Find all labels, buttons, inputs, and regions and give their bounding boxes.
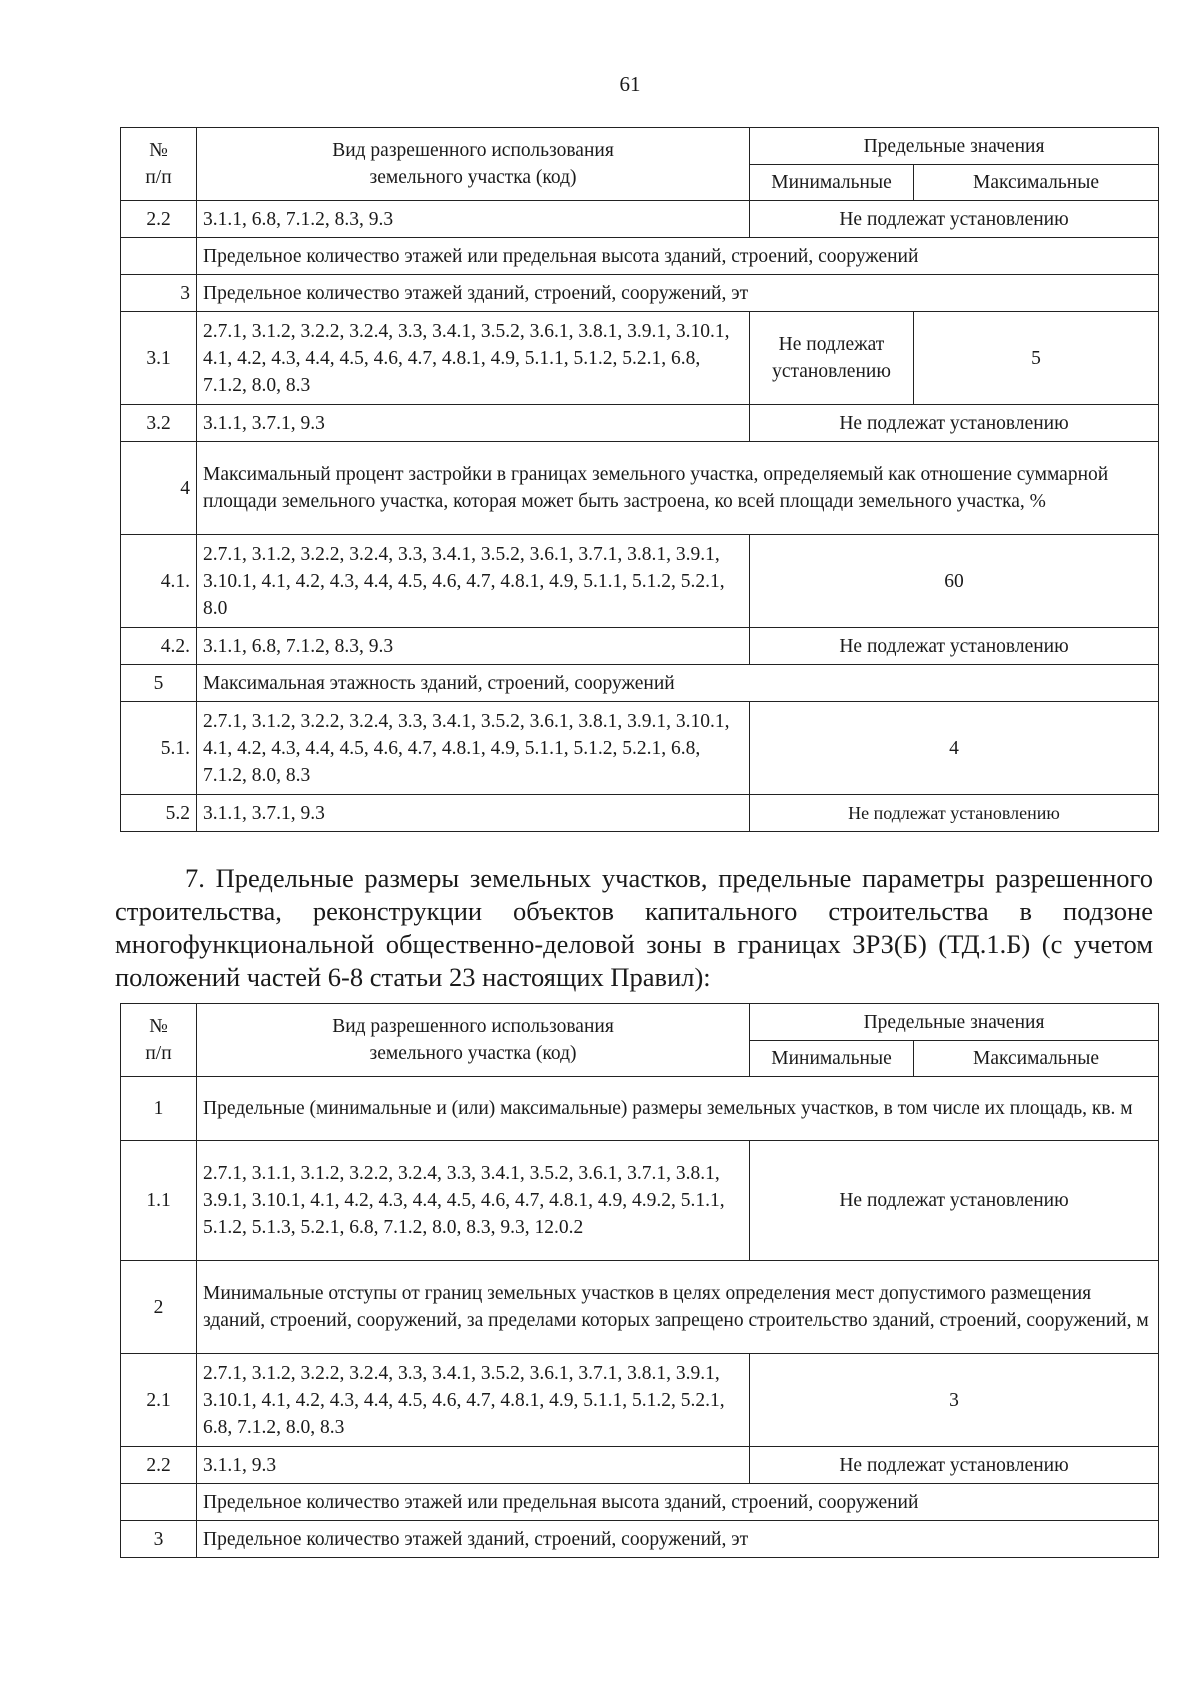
row-codes: 3.1.1, 6.8, 7.1.2, 8.3, 9.3 [197, 201, 750, 238]
row-num: 1.1 [121, 1141, 197, 1261]
row-text: Предельные (минимальные и (или) максимальные) размеры земельных участков, в том числе их площадь, кв. м [197, 1077, 1159, 1141]
header-num: № п/п [121, 128, 197, 201]
header-num: № п/п [121, 1004, 197, 1077]
row-text: Предельное количество этажей или предельная высота зданий, строений, сооружений [197, 1484, 1159, 1521]
header-type: Вид разрешенного использования земельного участка (код) [197, 1004, 750, 1077]
section-paragraph: 7. Предельные размеры земельных участков, предельные параметры разрешенного строительства, реконструкции объектов капитального строительства в подзоне многофункциональной общественно-деловой зоны в границах ЗРЗ(Б) (ТД.1.Б) (с учетом положений частей 6-8 статьи 23 настоящих Правил): [115, 863, 1153, 992]
header-min: Минимальные [750, 1041, 914, 1077]
row-num: 3.1 [121, 312, 197, 405]
row-num: 4.1. [121, 535, 197, 628]
row-codes: 2.7.1, 3.1.1, 3.1.2, 3.2.2, 3.2.4, 3.3, 3.4.1, 3.5.2, 3.6.1, 3.7.1, 3.8.1, 3.9.1, 3.10.1, 4.1, 4.2, 4.3, 4.4, 4.5, 4.6, 4.7, 4.8.1, 4.9, 4.9.2, 5.1.1, 5.1.2, 5.1.3, 5.2.1, 6.8, 7.1.2, 8.0, 8.3, 9.3, 12.0.2 [197, 1141, 750, 1261]
table-row [121, 238, 1159, 275]
table-row [121, 1484, 1159, 1521]
row-value: 4 [750, 702, 1159, 795]
row-num [121, 1484, 197, 1521]
row-num: 3 [121, 1521, 197, 1558]
row-codes: 2.7.1, 3.1.2, 3.2.2, 3.2.4, 3.3, 3.4.1, 3.5.2, 3.6.1, 3.7.1, 3.8.1, 3.9.1, 3.10.1, 4.1, 4.2, 4.3, 4.4, 4.5, 4.6, 4.7, 4.8.1, 4.9, 5.1.1, 5.1.2, 5.2.1, 6.8, 7.1.2, 8.0, 8.3 [197, 1354, 750, 1447]
row-codes: 3.1.1, 3.7.1, 9.3 [197, 795, 750, 832]
row-value: Не подлежат установлению [750, 1141, 1159, 1261]
row-value: 60 [750, 535, 1159, 628]
row-num: 1 [121, 1077, 197, 1141]
row-num: 4.2. [121, 628, 197, 665]
row-num: 2.2 [121, 1447, 197, 1484]
table-row [121, 1354, 1159, 1447]
table-row [121, 1447, 1159, 1484]
limits-table-2 [120, 1003, 1159, 1558]
table-row [121, 665, 1159, 702]
table-row [121, 201, 1159, 238]
row-codes: 2.7.1, 3.1.2, 3.2.2, 3.2.4, 3.3, 3.4.1, 3.5.2, 3.6.1, 3.7.1, 3.8.1, 3.9.1, 3.10.1, 4.1, 4.2, 4.3, 4.4, 4.5, 4.6, 4.7, 4.8.1, 4.9, 5.1.1, 5.1.2, 5.2.1, 8.0 [197, 535, 750, 628]
row-num: 2.1 [121, 1354, 197, 1447]
row-codes: 3.1.1, 9.3 [197, 1447, 750, 1484]
header-min: Минимальные [750, 165, 914, 201]
table-row [121, 275, 1159, 312]
row-num: 5.1. [121, 702, 197, 795]
row-value: Не подлежат установлению [750, 405, 1159, 442]
table-row [121, 1521, 1159, 1558]
row-num: 5.2 [121, 795, 197, 832]
page-number: 61 [619, 72, 641, 96]
header-limits: Предельные значения [750, 128, 1159, 165]
limits-table-1 [120, 127, 1159, 832]
row-num: 4 [121, 442, 197, 535]
row-num: 3 [121, 275, 197, 312]
table-row [121, 1077, 1159, 1141]
table-row [121, 628, 1159, 665]
header-max: Максимальные [914, 1041, 1159, 1077]
table-row [121, 1141, 1159, 1261]
table-row [121, 1261, 1159, 1354]
row-num: 3.2 [121, 405, 197, 442]
header-limits: Предельные значения [750, 1004, 1159, 1041]
row-text: Предельное количество этажей зданий, строений, сооружений, эт [197, 1521, 1159, 1558]
row-text: Минимальные отступы от границ земельных участков в целях определения мест допустимого размещения зданий, строений, сооружений, за пределами которых запрещено строительство зданий, строений, сооружений, м [197, 1261, 1159, 1354]
table-row [121, 312, 1159, 405]
row-min: Не подлежат установлению [750, 312, 914, 405]
row-max: 5 [914, 312, 1159, 405]
header-max: Максимальные [914, 165, 1159, 201]
row-text: Максимальный процент застройки в границах земельного участка, определяемый как отношение суммарной площади земельного участка, которая может быть застроена, ко всей площади земельного участка, % [197, 442, 1159, 535]
row-codes: 2.7.1, 3.1.2, 3.2.2, 3.2.4, 3.3, 3.4.1, 3.5.2, 3.6.1, 3.8.1, 3.9.1, 3.10.1, 4.1, 4.2, 4.3, 4.4, 4.5, 4.6, 4.7, 4.8.1, 4.9, 5.1.1, 5.1.2, 5.2.1, 6.8, 7.1.2, 8.0, 8.3 [197, 702, 750, 795]
row-text: Предельное количество этажей зданий, строений, сооружений, эт [197, 275, 1159, 312]
row-value: 3 [750, 1354, 1159, 1447]
table-row [121, 795, 1159, 832]
row-text: Предельное количество этажей или предельная высота зданий, строений, сооружений [197, 238, 1159, 275]
row-num: 2 [121, 1261, 197, 1354]
row-codes: 3.1.1, 6.8, 7.1.2, 8.3, 9.3 [197, 628, 750, 665]
table-row [121, 535, 1159, 628]
table-row [121, 405, 1159, 442]
row-codes: 2.7.1, 3.1.2, 3.2.2, 3.2.4, 3.3, 3.4.1, 3.5.2, 3.6.1, 3.8.1, 3.9.1, 3.10.1, 4.1, 4.2, 4.3, 4.4, 4.5, 4.6, 4.7, 4.8.1, 4.9, 5.1.1, 5.1.2, 5.2.1, 6.8, 7.1.2, 8.0, 8.3 [197, 312, 750, 405]
row-num: 2.2 [121, 201, 197, 238]
row-value: Не подлежат установлению [750, 1447, 1159, 1484]
row-num: 5 [121, 665, 197, 702]
table-row [121, 442, 1159, 535]
row-num [121, 238, 197, 275]
header-type: Вид разрешенного использования земельного участка (код) [197, 128, 750, 201]
row-codes: 3.1.1, 3.7.1, 9.3 [197, 405, 750, 442]
row-value: Не подлежат установлению [750, 201, 1159, 238]
row-value: Не подлежат установлению [750, 628, 1159, 665]
table-row [121, 702, 1159, 795]
row-value: Не подлежат установлению [750, 795, 1159, 832]
row-text: Максимальная этажность зданий, строений, сооружений [197, 665, 1159, 702]
